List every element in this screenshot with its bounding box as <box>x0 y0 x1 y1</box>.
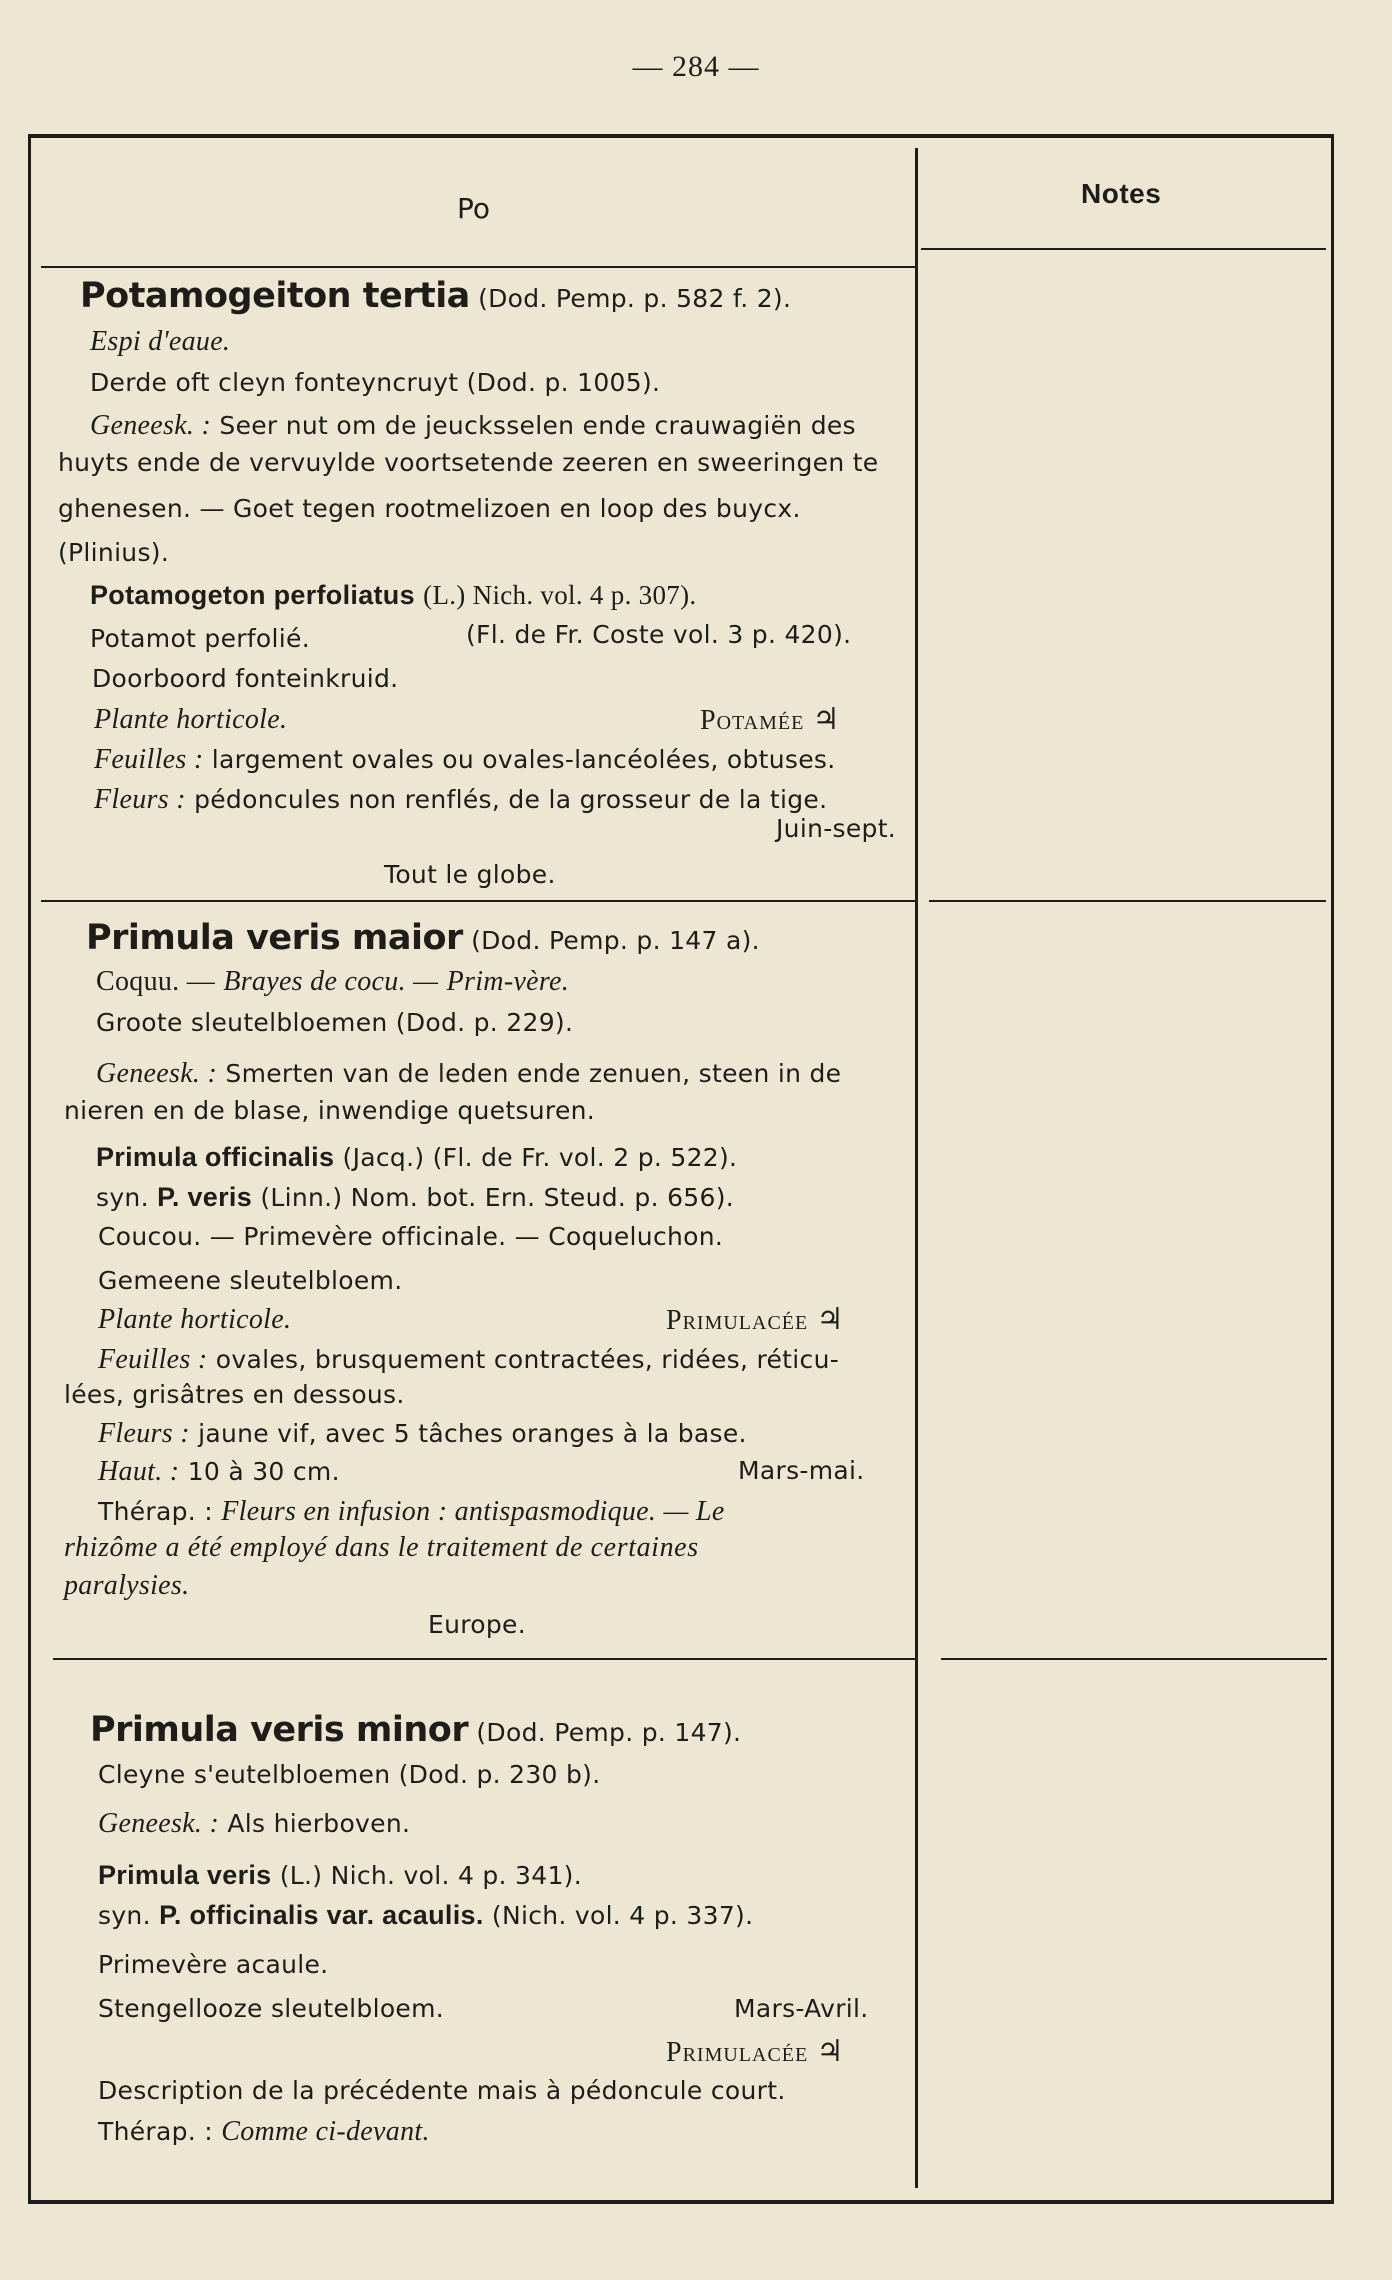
entry-title-ref: (Dod. Pemp. p. 582 f. 2). <box>478 284 792 313</box>
perennial-symbol-icon: ♃ <box>816 2034 844 2069</box>
geneesk-text: nieren en de blase, inwendige quetsuren. <box>64 1096 596 1125</box>
family-name: Primulacée <box>666 2037 809 2068</box>
row-divider-1-notes <box>929 900 1326 902</box>
entry-title: Primula veris maior <box>86 918 463 958</box>
geneesk-text: Seer nut om de jeucksselen ende crauwagiën des <box>219 411 856 440</box>
entry-title-ref: (Dod. Pemp. p. 147). <box>476 1718 742 1747</box>
entry-dutch-name: Derde oft cleyn fonteyncruyt (Dod. p. 1005). <box>90 368 661 397</box>
column-header-notes: Notes <box>1081 178 1162 209</box>
fleurs-text: jaune vif, avec 5 tâches oranges à la base. <box>198 1419 747 1448</box>
fleurs-text: pédoncules non renflés, de la grosseur de la tige. <box>194 785 828 814</box>
feuilles-text: lées, grisâtres en dessous. <box>64 1380 405 1409</box>
geneesk-text: ghenesen. — Goet tegen rootmelizoen en loop des buycx. <box>58 494 801 523</box>
therap-text: Comme ci-devant. <box>221 2116 430 2147</box>
family-name: Potamée <box>700 705 805 736</box>
entry-title-ref: (Dod. Pemp. p. 147 a). <box>471 926 760 955</box>
synonym-name: P. veris <box>157 1182 253 1212</box>
page-number: — 284 — <box>632 50 760 83</box>
entry-title: Primula veris minor <box>90 1710 469 1750</box>
fleurs-label: Fleurs : <box>98 1418 190 1449</box>
french-name: Potamot perfolié. <box>90 624 310 653</box>
syn-prefix: syn. <box>98 1901 151 1930</box>
alt-name: Coquu. — <box>96 966 216 997</box>
distribution: Europe. <box>428 1610 526 1639</box>
therap-text: paralysies. <box>64 1570 190 1601</box>
scientific-ref: (L.) Nich. vol. 4 p. 307). <box>423 580 697 610</box>
flowering-period: Juin-sept. <box>776 814 897 843</box>
alt-name: Prim-vère. <box>446 966 570 997</box>
geneesk-text: Smerten van de leden ende zenuen, steen in de <box>225 1059 842 1088</box>
dutch-common-name: Stengellooze sleutelbloem. <box>98 1994 444 2023</box>
header-divider-notes <box>921 248 1326 250</box>
scientific-name: Primula veris <box>98 1860 272 1890</box>
geneesk-label: Geneesk. : <box>90 410 212 441</box>
therap-label: Thérap. : <box>98 2117 213 2146</box>
scientific-ref: (L.) Nich. vol. 4 p. 341). <box>279 1861 582 1890</box>
french-names: Coucou. — Primevère officinale. — Coqueluchon. <box>98 1222 724 1251</box>
geneesk-text: huyts ende de vervuylde voortsetende zeeren en sweeringen te <box>58 448 879 477</box>
feuilles-text: largement ovales ou ovales-lancéolées, obtuses. <box>211 745 836 774</box>
therap-text: rhizôme a été employé dans le traitement de certaines <box>64 1532 699 1563</box>
plante-label: Plante horticole. <box>94 704 288 735</box>
synonym-ref: (Nich. vol. 4 p. 337). <box>491 1901 754 1930</box>
entry-dutch-name: Groote sleutelbloemen (Dod. p. 229). <box>96 1008 574 1037</box>
entry-alt-name: Espi d'eaue. <box>90 326 231 357</box>
row-divider-1 <box>41 900 915 902</box>
therap-label: Thérap. : <box>98 1497 213 1526</box>
row-divider-2-notes <box>941 1658 1327 1660</box>
column-divider <box>915 148 918 2188</box>
alt-name: Brayes de cocu. — <box>223 966 439 997</box>
fleurs-label: Fleurs : <box>94 784 186 815</box>
feuilles-label: Feuilles : <box>94 744 204 775</box>
scientific-name: Primula officinalis <box>96 1142 335 1172</box>
dutch-common-name: Doorboord fonteinkruid. <box>92 664 399 693</box>
synonym-name: P. officinalis var. acaulis. <box>159 1900 484 1930</box>
plante-label: Plante horticole. <box>98 1304 292 1335</box>
flowering-period: Mars-mai. <box>738 1456 865 1485</box>
perennial-symbol-icon: ♃ <box>812 702 840 737</box>
distribution: Tout le globe. <box>384 860 556 889</box>
geneesk-text: Als hierboven. <box>227 1809 411 1838</box>
french-ref: (Fl. de Fr. Coste vol. 3 p. 420). <box>466 620 852 649</box>
geneesk-label: Geneesk. : <box>96 1058 218 1089</box>
feuilles-label: Feuilles : <box>98 1344 208 1375</box>
row-divider-2 <box>53 1658 915 1660</box>
header-divider-po <box>41 266 915 268</box>
perennial-symbol-icon: ♃ <box>816 1302 844 1337</box>
family-name: Primulacée <box>666 1305 809 1336</box>
flowering-period: Mars-Avril. <box>734 1994 869 2023</box>
french-name: Primevère acaule. <box>98 1950 329 1979</box>
feuilles-text: ovales, brusquement contractées, ridées, réticu- <box>215 1345 840 1374</box>
haut-label: Haut. : <box>98 1456 180 1487</box>
dutch-common-name: Gemeene sleutelbloem. <box>98 1266 403 1295</box>
synonym-ref: (Linn.) Nom. bot. Ern. Steud. p. 656). <box>260 1183 734 1212</box>
entry-dutch-name: Cleyne s'eutelbloemen (Dod. p. 230 b). <box>98 1760 601 1789</box>
scientific-ref: (Jacq.) (Fl. de Fr. vol. 2 p. 522). <box>342 1143 738 1172</box>
syn-prefix: syn. <box>96 1183 149 1212</box>
column-header-po: Po <box>457 192 491 225</box>
geneesk-label: Geneesk. : <box>98 1808 220 1839</box>
entry-title: Potamogeiton tertia <box>80 276 470 316</box>
scientific-name: Potamogeton perfoliatus <box>90 580 415 610</box>
description: Description de la précédente mais à pédoncule court. <box>98 2076 786 2105</box>
haut-text: 10 à 30 cm. <box>187 1457 340 1486</box>
therap-text: Fleurs en infusion : antispasmodique. — Le <box>221 1496 725 1527</box>
geneesk-text: (Plinius). <box>58 538 170 567</box>
